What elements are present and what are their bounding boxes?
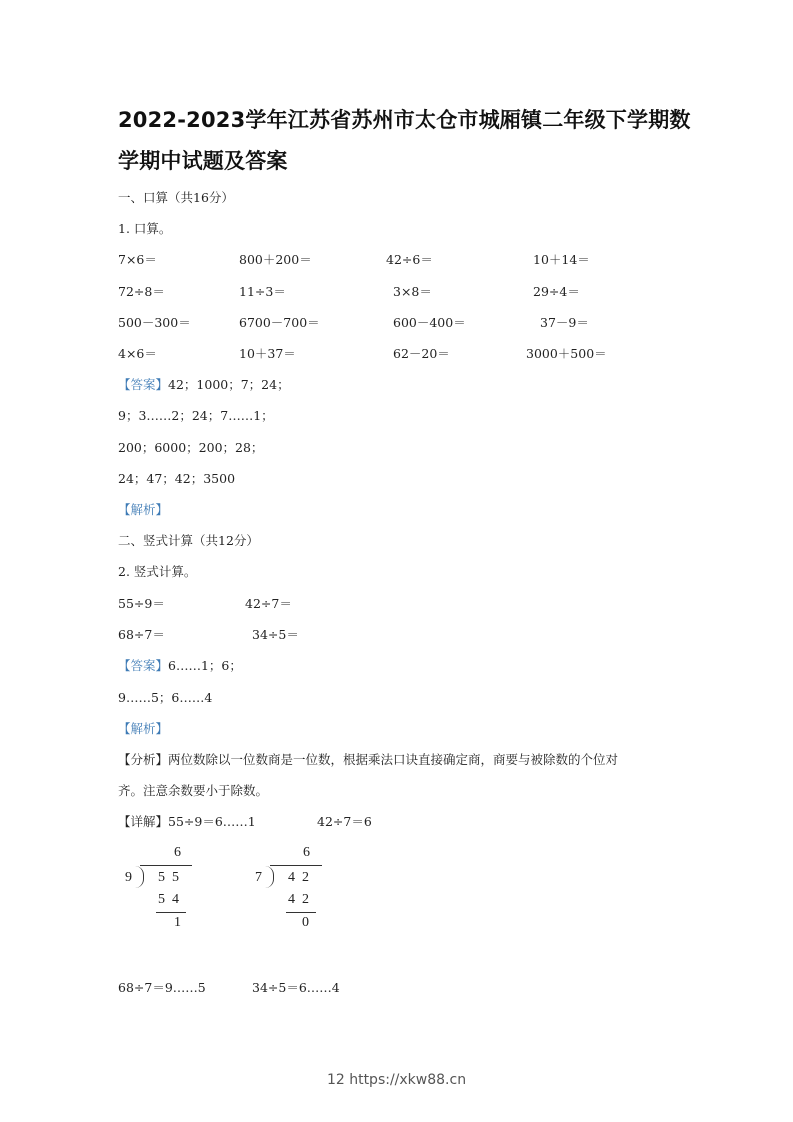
- document-title-line2: 学期中试题及答案: [118, 149, 288, 173]
- remainder: 1: [174, 915, 181, 930]
- problem-cell: 72÷8＝: [118, 284, 165, 299]
- subtraction-bar: [286, 912, 316, 913]
- section1-answer: [118, 375, 290, 393]
- division-bar: [270, 865, 322, 866]
- problem-cell: 29÷4＝: [533, 284, 580, 299]
- remainder: 0: [302, 915, 309, 930]
- divisor: 7: [255, 870, 262, 885]
- problem-cell: 3000＋500＝: [526, 346, 607, 361]
- fenxi-paragraph-cont: 齐。注意余数要小于除数。: [118, 783, 269, 798]
- fenxi-tag: 【分析】: [118, 752, 169, 767]
- product-digit: 4: [172, 892, 179, 907]
- problem-cell: 800＋200＝: [239, 252, 312, 267]
- xiangjie-line: [118, 812, 256, 830]
- result-a: 68÷7＝9……5: [118, 980, 206, 995]
- section1-heading: 一、口算（共16分）: [118, 190, 234, 205]
- problem-cell: 42÷7＝: [245, 596, 292, 611]
- problem-cell: 500－300＝: [118, 315, 191, 330]
- subtraction-bar: [156, 912, 186, 913]
- quotient: 6: [303, 845, 310, 860]
- document-title-line1: 2022-2023学年江苏省苏州市太仓市城厢镇二年级下学期数: [118, 108, 691, 132]
- section2-answer: [118, 656, 242, 674]
- dividend-digit: 2: [302, 870, 309, 885]
- dividend-digit: 5: [158, 870, 165, 885]
- problem-cell: 7×6＝: [118, 252, 157, 267]
- fenxi-paragraph: [118, 750, 618, 768]
- xiangjie-a: 55÷9＝6……1: [168, 814, 256, 829]
- section1-analysis-tag: 【解析】: [118, 502, 169, 517]
- division-bracket: [135, 866, 144, 888]
- dividend-digit: 4: [288, 870, 295, 885]
- long-division-1: [118, 845, 208, 940]
- section2-question: 2. 竖式计算。: [118, 564, 197, 579]
- problem-cell: 4×6＝: [118, 346, 157, 361]
- product-digit: 4: [288, 892, 295, 907]
- section2-answer-line: 9……5；6……4: [118, 690, 213, 705]
- product-digit: 5: [158, 892, 165, 907]
- answer-text: 6……1；6；: [168, 658, 242, 673]
- problem-cell: 55÷9＝: [118, 596, 165, 611]
- product-digit: 2: [302, 892, 309, 907]
- quotient: 6: [174, 845, 181, 860]
- problem-cell: 37－9＝: [540, 315, 589, 330]
- fenxi-text: 两位数除以一位数商是一位数，根据乘法口诀直接确定商，商要与被除数的个位对: [168, 752, 619, 767]
- problem-cell: 68÷7＝: [118, 627, 165, 642]
- division-bracket: [265, 866, 274, 888]
- problem-cell: 10＋37＝: [239, 346, 296, 361]
- answer-tag: 【答案】: [118, 658, 169, 673]
- xiangjie-b: 42÷7＝6: [317, 814, 372, 829]
- long-division-2: [252, 845, 342, 940]
- problem-cell: 10＋14＝: [533, 252, 590, 267]
- section1-question: 1. 口算。: [118, 221, 172, 236]
- result-b: 34÷5＝6……4: [252, 980, 340, 995]
- xiangjie-tag: 【详解】: [118, 814, 169, 829]
- division-bar: [140, 865, 192, 866]
- problem-cell: 62－20＝: [393, 346, 450, 361]
- dividend-digit: 5: [172, 870, 179, 885]
- answer-text: 42；1000；7；24；: [168, 377, 290, 392]
- problem-cell: 6700－700＝: [239, 315, 320, 330]
- section1-answer-line: 9；3……2；24；7……1；: [118, 408, 274, 423]
- section1-answer-line: 200；6000；200；28；: [118, 440, 264, 455]
- problem-cell: 42÷6＝: [386, 252, 433, 267]
- problem-cell: 600－400＝: [393, 315, 466, 330]
- problem-cell: 11÷3＝: [239, 284, 286, 299]
- section1-answer-line: 24；47；42；3500: [118, 471, 236, 486]
- divisor: 9: [125, 870, 132, 885]
- page-footer: 12 https://xkw88.cn: [326, 1072, 467, 1088]
- problem-cell: 34÷5＝: [252, 627, 299, 642]
- section2-heading: 二、竖式计算（共12分）: [118, 533, 259, 548]
- section2-analysis-tag: 【解析】: [118, 721, 169, 736]
- problem-cell: 3×8＝: [393, 284, 432, 299]
- answer-tag: 【答案】: [118, 377, 169, 392]
